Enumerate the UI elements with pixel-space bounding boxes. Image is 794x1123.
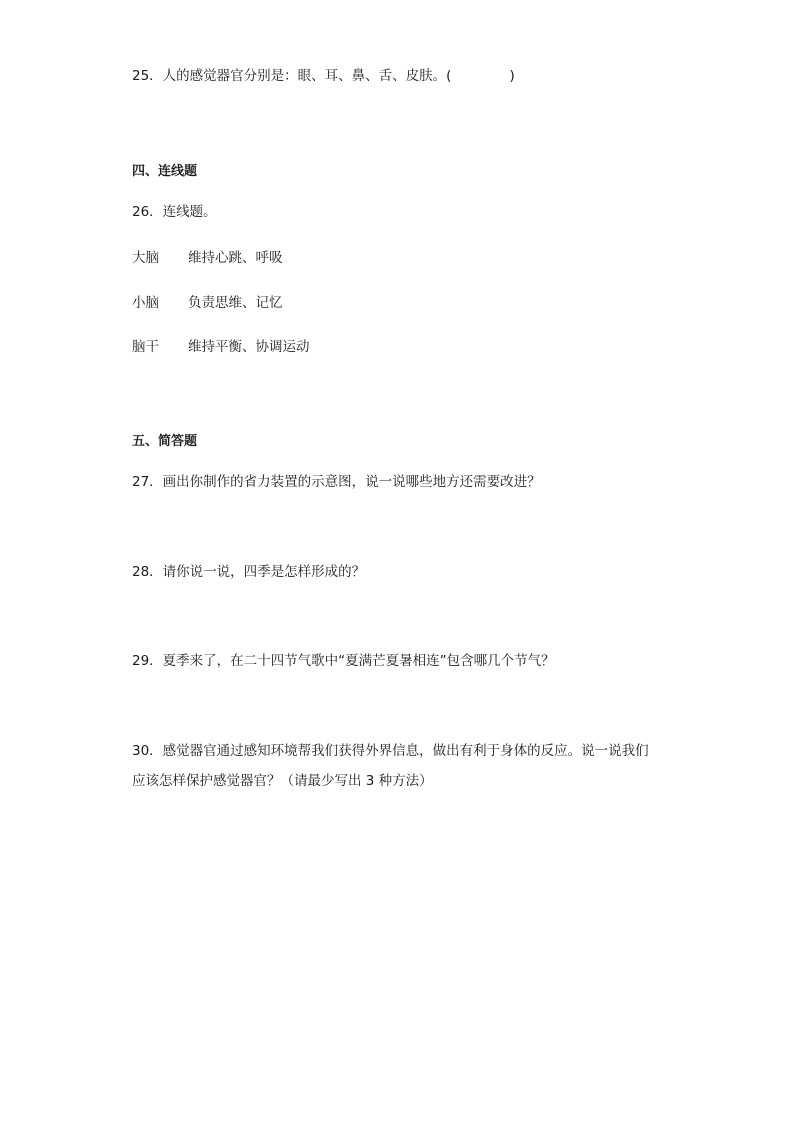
question-25: [132, 66, 515, 86]
question-30-line-1: 30．感觉器官通过感知环境帮我们获得外界信息，做出有利于身体的反应。说一说我们: [132, 743, 649, 759]
match-row-3: [132, 337, 310, 357]
section-4-title: 四、连线题: [132, 164, 198, 179]
match-left-item: 大脑: [132, 250, 159, 266]
question-28: 28．请你说一说，四季是怎样形成的？: [132, 564, 366, 580]
match-left-item: 小脑: [132, 295, 159, 311]
match-left-item: 脑干: [132, 339, 159, 355]
question-25-text: 25．人的感觉器官分别是：眼、耳、鼻、舌、皮肤。(: [132, 68, 452, 84]
question-29: 29．夏季来了，在二十四节气歌中“夏满芒夏暑相连”包含哪几个节气？: [132, 653, 555, 669]
section-5-title: 五、简答题: [132, 434, 198, 449]
match-right-item: 维持平衡、协调运动: [188, 339, 310, 355]
match-row-2: [132, 293, 283, 313]
match-right-item: 维持心跳、呼吸: [188, 250, 283, 266]
match-row-1: [132, 248, 283, 268]
question-25-close: ): [509, 68, 515, 84]
match-right-item: 负责思维、记忆: [188, 295, 283, 311]
question-30-line-2: 应该怎样保护感觉器官？（请最少写出 3 种方法）: [132, 773, 433, 789]
question-26: 26．连线题。: [132, 204, 217, 220]
question-27: 27．画出你制作的省力装置的示意图，说一说哪些地方还需要改进？: [132, 474, 541, 490]
